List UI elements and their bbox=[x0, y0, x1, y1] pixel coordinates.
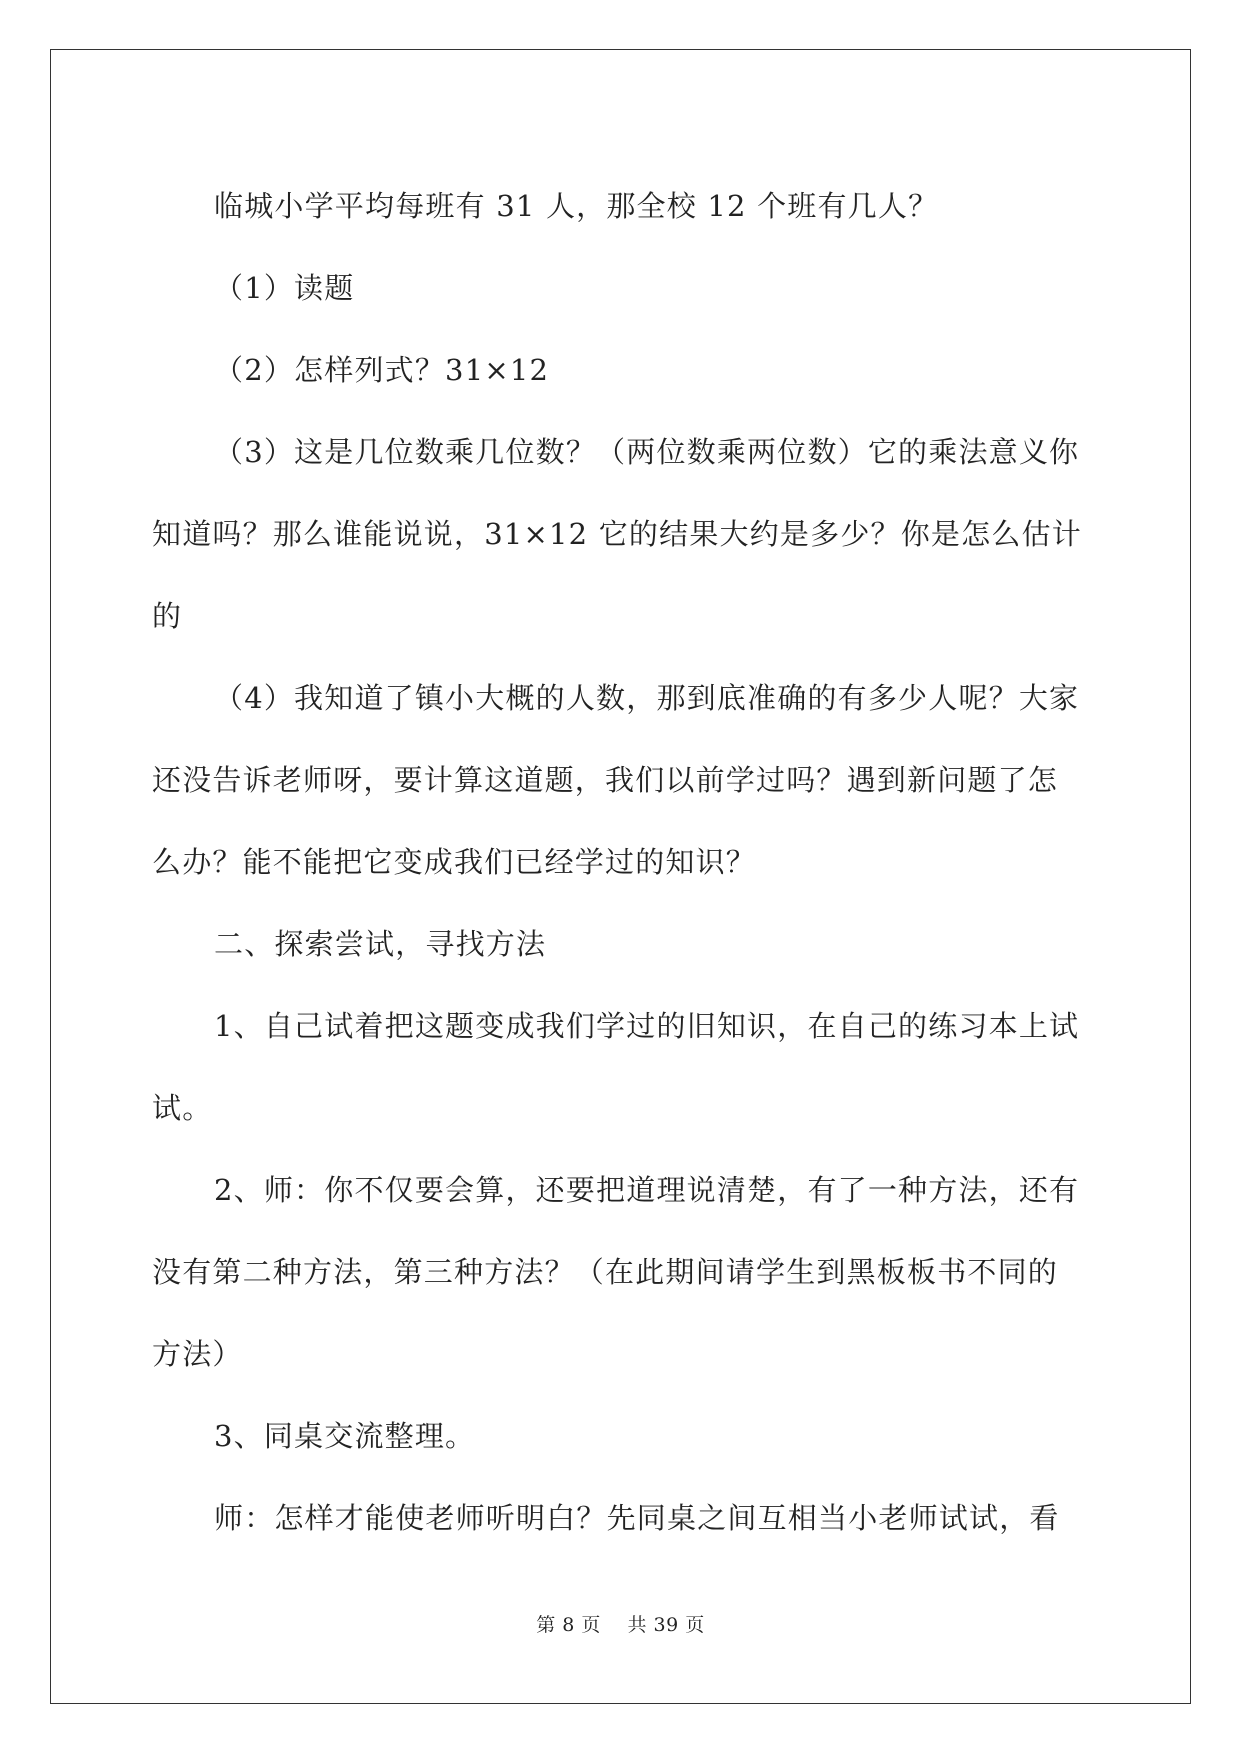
document-body bbox=[152, 165, 1087, 1559]
text-line: （3）这是几位数乘几位数？（两位数乘两位数）它的乘法意义你 bbox=[214, 435, 1080, 469]
text-line: 1、自己试着把这题变成我们学过的旧知识，在自己的练习本上试 bbox=[214, 1009, 1080, 1043]
text-line: 还没告诉老师呀，要计算这道题，我们以前学过吗？遇到新问题了怎 bbox=[152, 763, 1059, 797]
page-number: 第 8 页 bbox=[536, 1614, 601, 1636]
text-line: 试。 bbox=[152, 1091, 213, 1125]
text-line: （1）读题 bbox=[214, 271, 355, 305]
text-line: 3、同桌交流整理。 bbox=[214, 1419, 476, 1453]
text-line: 2、师：你不仅要会算，还要把道理说清楚，有了一种方法，还有 bbox=[214, 1173, 1080, 1207]
text-line: 临城小学平均每班有 31 人，那全校 12 个班有几人？ bbox=[214, 189, 939, 223]
paragraph-5 bbox=[152, 657, 1087, 903]
text-line: 么办？能不能把它变成我们已经学过的知识？ bbox=[152, 845, 757, 879]
text-line: 知道吗？那么谁能说说，31×12 它的结果大约是多少？你是怎么估计 bbox=[152, 517, 1082, 551]
text-line: 没有第二种方法，第三种方法？（在此期间请学生到黑板板书不同的 bbox=[152, 1255, 1059, 1289]
paragraph-10 bbox=[152, 1477, 1087, 1559]
paragraph-9 bbox=[152, 1395, 1087, 1477]
text-line: 的 bbox=[152, 599, 183, 633]
page-footer bbox=[0, 1610, 1241, 1637]
paragraph-2 bbox=[152, 247, 1087, 329]
text-line: 师：怎样才能使老师听明白？先同桌之间互相当小老师试试，看 bbox=[214, 1501, 1060, 1535]
paragraph-3 bbox=[152, 329, 1087, 411]
paragraph-4 bbox=[152, 411, 1087, 657]
page-total: 共 39 页 bbox=[627, 1614, 705, 1636]
section-heading bbox=[152, 903, 1087, 985]
text-line: （2）怎样列式？31×12 bbox=[214, 353, 550, 387]
text-line: 二、探索尝试，寻找方法 bbox=[214, 927, 547, 961]
paragraph-1 bbox=[152, 165, 1087, 247]
paragraph-7 bbox=[152, 985, 1087, 1149]
paragraph-8 bbox=[152, 1149, 1087, 1395]
text-line: （4）我知道了镇小大概的人数，那到底准确的有多少人呢？大家 bbox=[214, 681, 1080, 715]
text-line: 方法） bbox=[152, 1337, 243, 1371]
